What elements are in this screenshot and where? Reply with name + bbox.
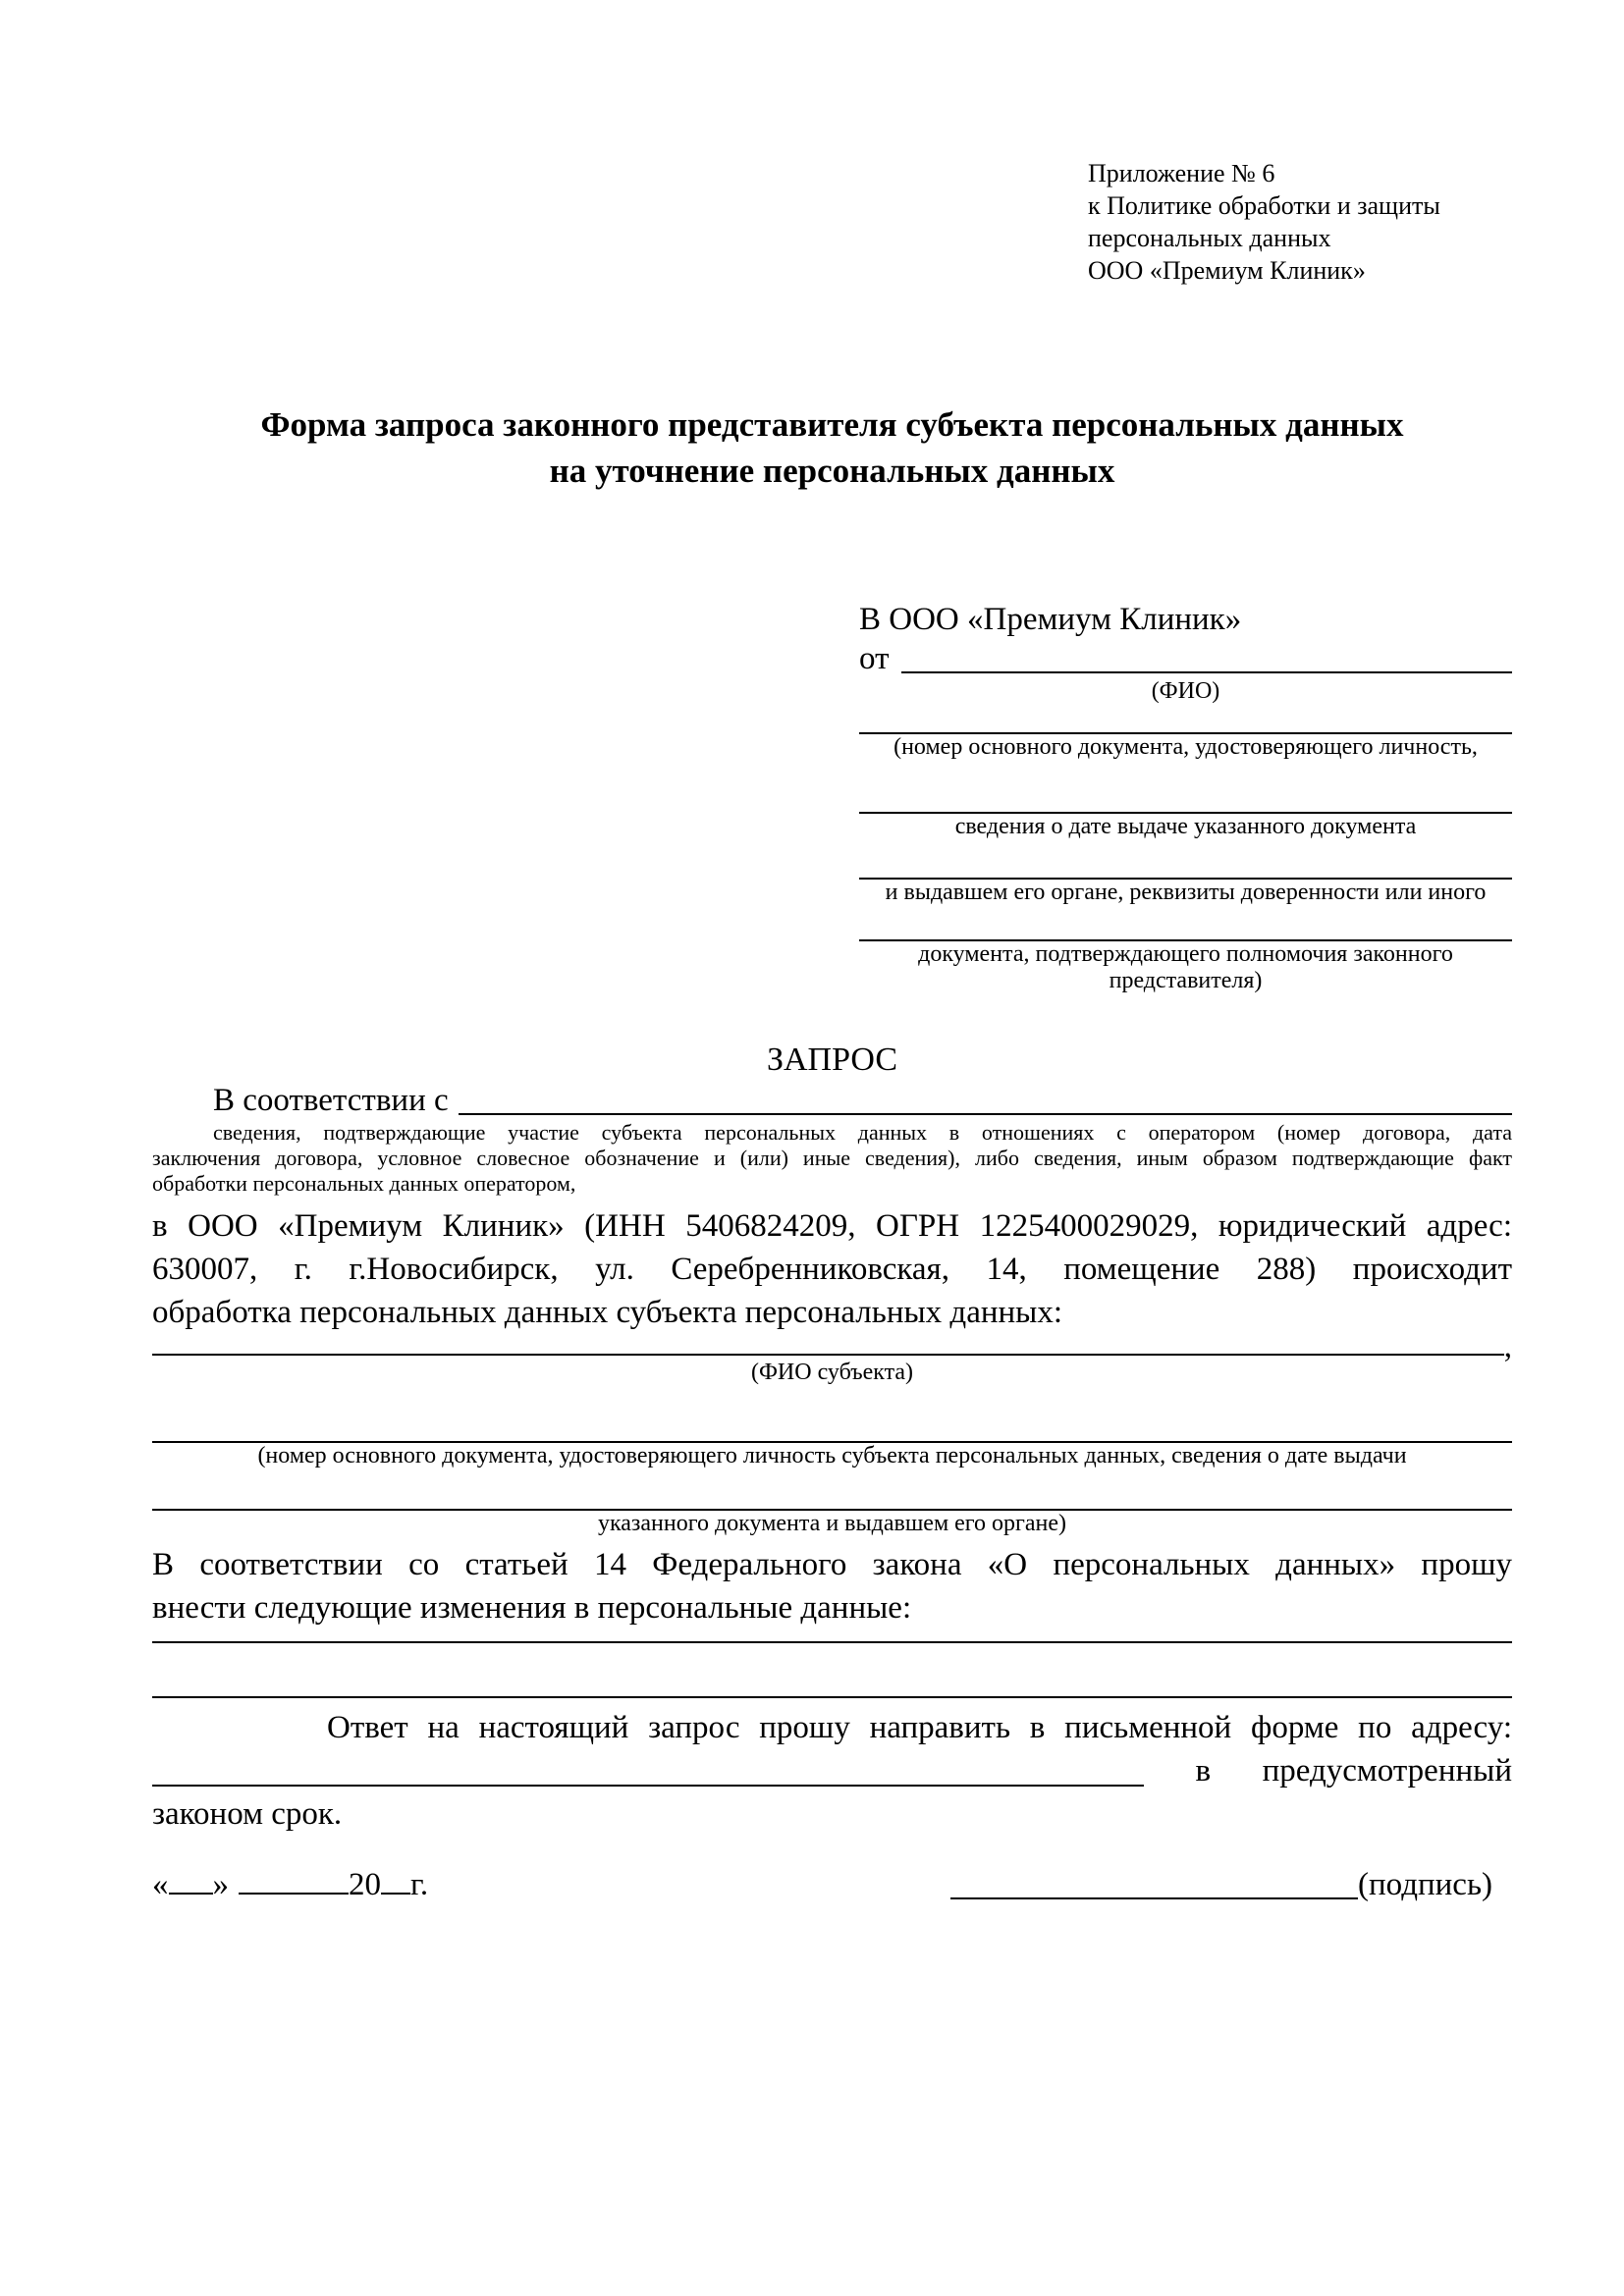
operator-paragraph-line: в ООО «Премиум Клиник» (ИНН 5406824209, ОГРН 1225400029029, юридический адрес: (152, 1208, 1512, 1244)
footnote-block (152, 1120, 1512, 1197)
intro-text: В соответствии с (213, 1083, 449, 1118)
caption-doc-issue-date: сведения о дате выдаче указанного документа (954, 814, 1417, 839)
fio-blank-line (901, 639, 1513, 673)
subject-doc-blank-line (152, 1386, 1512, 1443)
caption-fio: (ФИО) (1151, 678, 1220, 704)
trailing-comma: , (1503, 1329, 1512, 1364)
operator-paragraph-line: 630007, г. г.Новосибирск, ул. Серебренниковская, 14, помещение 288) происходит (152, 1252, 1512, 1287)
doc-issue-date-blank-line (859, 761, 1512, 814)
caption-subject-doc-authority: указанного документа и выдавшем его органе) (597, 1511, 1067, 1536)
footer-row (152, 1865, 1512, 1904)
caption-doc-powers: документа, подтверждающего полномочия законного представителя) (918, 941, 1453, 993)
caption-subject-fio: (ФИО субъекта) (750, 1360, 914, 1385)
appendix-note-line: к Политике обработки и защиты (1088, 191, 1440, 220)
request-heading: ЗАПРОС (766, 1041, 898, 1078)
reply-word-v: в (1195, 1753, 1212, 1789)
basis-blank-line (459, 1081, 1512, 1115)
reply-paragraph (152, 1706, 1512, 1836)
document-title-line: на уточнение персональных данных (549, 452, 1115, 490)
law-paragraph-line: В соответствии со статьей 14 Федерального закона «О персональных данных» прошу (152, 1547, 1512, 1582)
reply-paragraph-line: Ответ на настоящий запрос прошу направить в письменной форме по адресу: (327, 1710, 1512, 1745)
caption-doc-authority: и выдавшем его органе, реквизиты доверенности или иного (885, 880, 1487, 905)
subject-fio-row (152, 1329, 1512, 1364)
from-label: от (859, 641, 890, 676)
caption-subject-doc-number: (номер основного документа, удостоверяющего личность субъекта персональных данных, сведения о дате выдачи (257, 1443, 1407, 1468)
law-paragraph-line: внести следующие изменения в персональные данные: (152, 1590, 912, 1626)
subject-doc-authority-blank-line (152, 1469, 1512, 1511)
caption-doc-number: (номер основного документа, удостоверяющего личность, (893, 734, 1478, 760)
signature-blank-line (950, 1865, 1358, 1899)
subject-fio-blank-line (152, 1334, 1504, 1356)
operator-paragraph-line: обработка персональных данных субъекта персональных данных: (152, 1295, 1062, 1330)
appendix-note-line: персональных данных (1088, 224, 1331, 252)
date-open-quote: « (152, 1867, 169, 1902)
date-year-suffix: г. (410, 1867, 429, 1902)
doc-number-blank-line (859, 705, 1512, 734)
reply-word-term: предусмотренный (1262, 1753, 1512, 1789)
from-row (859, 639, 1512, 678)
document-title (152, 401, 1512, 494)
date-close-quote: » (212, 1867, 229, 1902)
date-month-blank (239, 1871, 349, 1895)
signature-caption: (подпись) (1358, 1867, 1492, 1902)
changes-blank-line-1 (152, 1641, 1512, 1643)
footnote-line: сведения, подтверждающие участие субъекта персональных данных в отношениях с оператором (номер договора, дата (213, 1120, 1512, 1145)
addressee-block (859, 600, 1512, 994)
law-paragraph (152, 1543, 1512, 1629)
intro-row (152, 1081, 1512, 1120)
operator-paragraph (152, 1204, 1512, 1334)
reply-address-blank-line (152, 1785, 1144, 1787)
date-year-prefix: 20 (349, 1867, 381, 1902)
document-title-line: Форма запроса законного представителя субъекта персональных данных (260, 405, 1404, 444)
reply-address-row (152, 1749, 1512, 1792)
appendix-note-line: Приложение № 6 (1088, 159, 1275, 187)
doc-authority-blank-line (859, 840, 1512, 880)
reply-paragraph-line: законом срок. (152, 1796, 343, 1832)
footnote-line: заключения договора, условное словесное обозначение и (или) иные сведения), либо сведения, иным образом подтверждающие факт (152, 1146, 1512, 1170)
date-line (152, 1865, 428, 1904)
signature-area (950, 1865, 1492, 1904)
date-day-blank (169, 1871, 213, 1895)
date-year-blank (381, 1871, 410, 1895)
appendix-note (1088, 157, 1512, 287)
addressee-org: В ООО «Премиум Клиник» (859, 602, 1242, 637)
changes-blank-line-2 (152, 1696, 1512, 1698)
footnote-line: обработки персональных данных оператором, (152, 1171, 576, 1196)
doc-powers-blank-line (859, 906, 1512, 941)
appendix-note-line: ООО «Премиум Клиник» (1088, 256, 1366, 285)
